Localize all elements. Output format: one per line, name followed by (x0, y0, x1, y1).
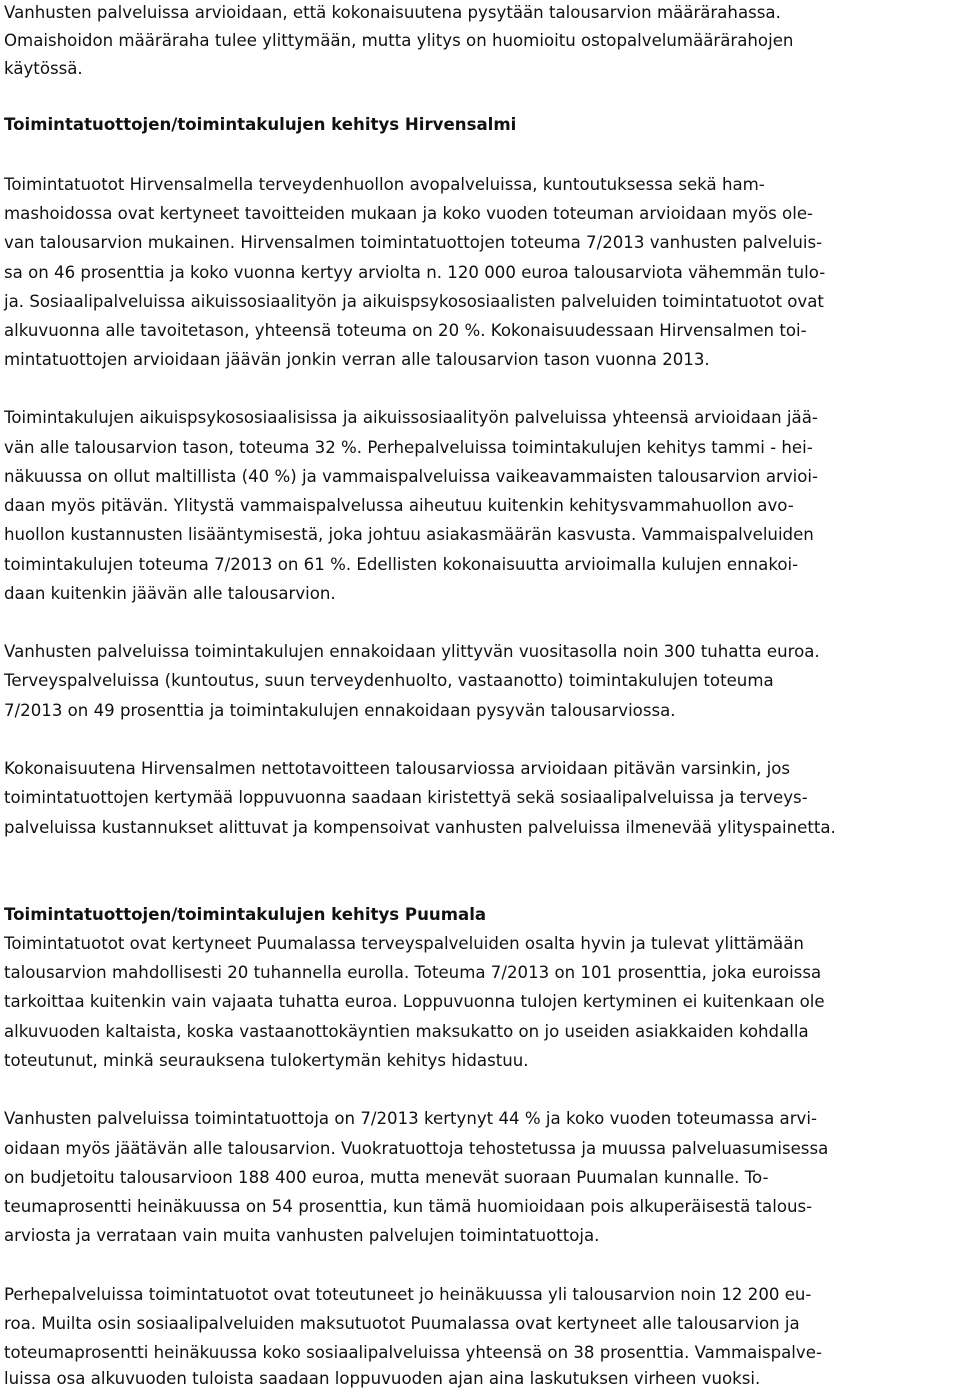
text-line: Vanhusten palveluissa toimintatuottoja on 7/2013 kertynyt 44 % ja koko vuoden toteumassa arvi- (4, 1109, 817, 1128)
text-line: Omaishoidon määräraha tulee ylittymään, mutta ylitys on huomioitu ostopalvelumäärärahojen (4, 31, 794, 50)
text-line: 7/2013 on 49 prosenttia ja toimintakulujen ennakoidaan pysyvän talousarviossa. (4, 701, 676, 720)
text-line: arviosta ja verrataan vain muita vanhusten palvelujen toimintatuottoja. (4, 1226, 600, 1245)
text-line: vän alle talousarvion tason, toteuma 32 %. Perhepalveluissa toimintakulujen kehitys tammi - hei- (4, 438, 813, 457)
text-line: Toimintatuotot Hirvensalmella terveydenhuollon avopalveluissa, kuntoutuksessa sekä ham- (4, 175, 765, 194)
section-heading: Toimintatuottojen/toimintakulujen kehitys Hirvensalmi (4, 115, 517, 134)
text-line: alkuvuoden kaltaista, koska vastaanottokäyntien maksukatto on jo useiden asiakkaiden kohdalla (4, 1022, 809, 1041)
text-line: oidaan myös jäätävän alle talousarvion. Vuokratuottoja tehostetussa ja muussa palveluasumisessa (4, 1139, 829, 1158)
text-line: näkuussa on ollut maltillista (40 %) ja vammaispalveluissa vaikeavammaisten talousarvion arvioi- (4, 467, 819, 486)
text-line: on budjetoitu talousarvioon 188 400 euroa, mutta menevät suoraan Puumalan kunnalle. To- (4, 1168, 769, 1187)
text-line: daan kuitenkin jäävän alle talousarvion. (4, 584, 336, 603)
text-line: palveluissa kustannukset alittuvat ja kompensoivat vanhusten palveluissa ilmenevää ylityspainetta. (4, 818, 836, 837)
text-line: mintatuottojen arvioidaan jäävän jonkin verran alle talousarvion tason vuonna 2013. (4, 350, 710, 369)
text-line: Kokonaisuutena Hirvensalmen nettotavoitteen talousarviossa arvioidaan pitävän varsinkin, jos (4, 759, 791, 778)
text-line: mashoidossa ovat kertyneet tavoitteiden mukaan ja koko vuoden toteuman arvioidaan myös ole- (4, 204, 814, 223)
text-line: Vanhusten palveluissa arvioidaan, että kokonaisuutena pysytään talousarvion määrärahassa. (4, 3, 781, 22)
text-line: luissa osa alkuvuoden tuloista saadaan loppuvuoden ajan aina laskutuksen virheen vuoksi. (4, 1369, 761, 1388)
text-line: toimintakulujen toteuma 7/2013 on 61 %. Edellisten kokonaisuutta arvioimalla kulujen ennakoi- (4, 555, 799, 574)
text-line: teumaprosentti heinäkuussa on 54 prosenttia, kun tämä huomioidaan pois alkuperäisestä talous- (4, 1197, 813, 1216)
section-heading: Toimintatuottojen/toimintakulujen kehitys Puumala (4, 905, 487, 924)
text-line: Terveyspalveluissa (kuntoutus, suun terveydenhuolto, vastaanotto) toimintakulujen toteuma (4, 671, 774, 690)
text-line: huollon kustannusten lisääntymisestä, joka johtuu asiakasmäärän kasvusta. Vammaispalveluiden (4, 525, 814, 544)
text-line: toteutunut, minkä seurauksena tulokertymän kehitys hidastuu. (4, 1051, 529, 1070)
text-line: daan myös pitävän. Ylitystä vammaispalvelussa aiheutuu kuitenkin kehitysvammahuollon avo- (4, 496, 794, 515)
text-line: toimintatuottojen kertymää loppuvuonna saadaan kiristettyä sekä sosiaalipalveluissa ja terveys- (4, 788, 808, 807)
text-line: van talousarvion mukainen. Hirvensalmen toimintatuottojen toteuma 7/2013 vanhusten palveluis- (4, 233, 823, 252)
text-line: Toimintatuotot ovat kertyneet Puumalassa terveyspalveluiden osalta hyvin ja tulevat ylittämään (4, 934, 804, 953)
text-line: sa on 46 prosenttia ja koko vuonna kertyy arviolta n. 120 000 euroa talousarviota vähemmän tulo- (4, 263, 826, 282)
text-line: alkuvuonna alle tavoitetason, yhteensä toteuma on 20 %. Kokonaisuudessaan Hirvensalmen toi- (4, 321, 807, 340)
text-line: käytössä. (4, 59, 83, 78)
text-line: tarkoittaa kuitenkin vain vajaata tuhatta euroa. Loppuvuonna tulojen kertyminen ei kuitenkaan ole (4, 992, 825, 1011)
text-line: Perhepalveluissa toimintatuotot ovat toteutuneet jo heinäkuussa yli talousarvion noin 12 200 eu- (4, 1285, 812, 1304)
text-line: Vanhusten palveluissa toimintakulujen ennakoidaan ylittyvän vuositasolla noin 300 tuhatta euroa. (4, 642, 820, 661)
text-line: talousarvion mahdollisesti 20 tuhannella eurolla. Toteuma 7/2013 on 101 prosenttia, joka euroissa (4, 963, 822, 982)
text-line: toteumaprosentti heinäkuussa koko sosiaalipalveluissa yhteensä on 38 prosenttia. Vammaispalve- (4, 1343, 822, 1362)
text-line: ja. Sosiaalipalveluissa aikuissosiaalityön ja aikuispsykososiaalisten palveluiden toimintatuotot ovat (4, 292, 824, 311)
text-line: Toimintakulujen aikuispsykososiaalisissa ja aikuissosiaalityön palveluissa yhteensä arvioidaan jää- (4, 408, 818, 427)
text-line: roa. Muilta osin sosiaalipalveluiden maksutuotot Puumalassa ovat kertyneet alle talousarvion ja (4, 1314, 800, 1333)
